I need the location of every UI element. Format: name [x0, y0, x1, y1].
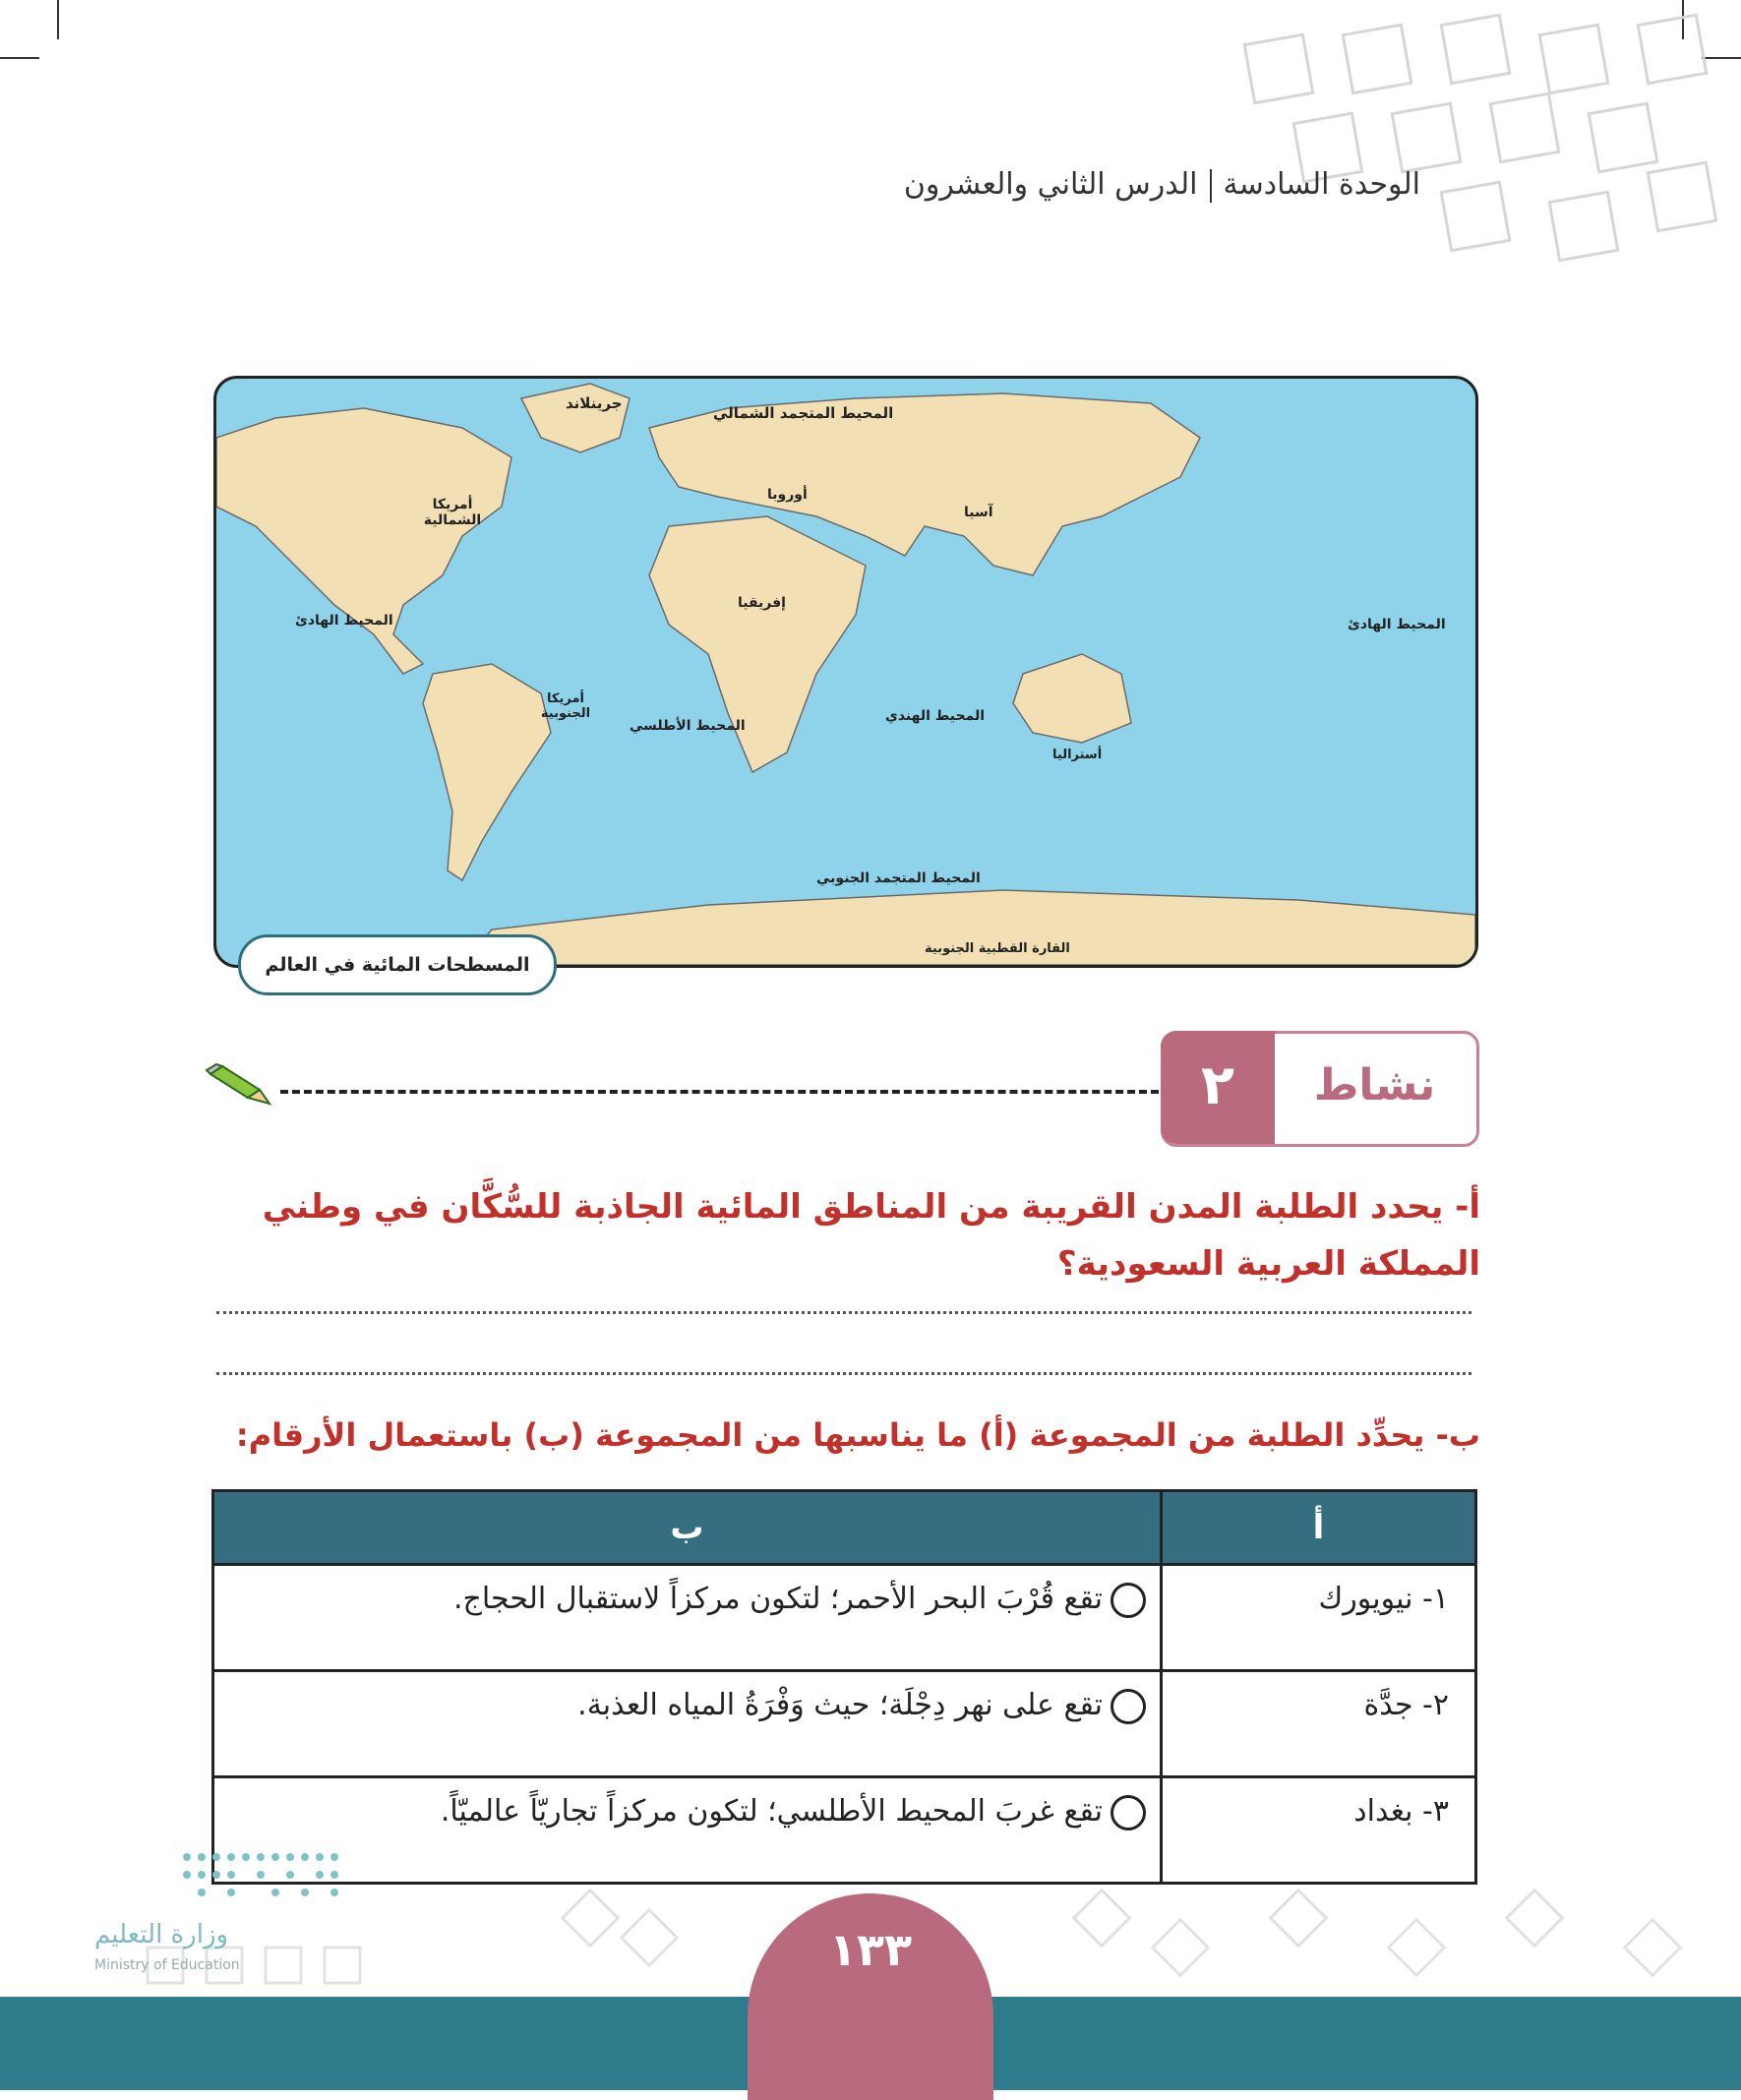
map-label-north-america: أمريكا الشمالية	[423, 497, 482, 528]
map-label-pacific-east: المحيط الهادئ	[1348, 617, 1446, 632]
north-america-shape	[216, 408, 511, 674]
header-divider	[1210, 169, 1212, 203]
answer-line[interactable]	[216, 1311, 1471, 1314]
map-label-africa: إفريقيا	[738, 595, 786, 611]
column-b-header: ب	[213, 1491, 1162, 1565]
city-cell: ٣- بغداد	[1162, 1777, 1476, 1884]
crop-mark	[0, 57, 39, 59]
map-label-southern: المحيط المتجمد الجنوبي	[816, 870, 981, 886]
question-a: أ- يحدد الطلبة المدن القريبة من المناطق المائية الجاذبة للسُّكَّان في وطني المملكة العربية السعودية؟	[262, 1187, 1480, 1284]
map-label-indian: المحيط الهندي	[885, 708, 986, 724]
south-america-shape	[423, 664, 551, 880]
description-cell	[213, 1671, 1162, 1777]
description-text: تقع على نهر دِجْلَة؛ حيث وَفْرَةُ المياه العذبة.	[577, 1688, 1103, 1722]
map-label-pacific-west: المحيط الهادئ	[295, 613, 393, 629]
crop-mark	[57, 0, 59, 39]
map-label-south-america: أمريكا الجنوبية	[540, 691, 591, 721]
pencil-icon	[205, 1062, 273, 1106]
description-cell	[213, 1565, 1162, 1671]
description-text: تقع غربَ المحيط الأطلسي؛ لتكون مركزاً تجاريّاً عالميّاً.	[440, 1794, 1103, 1829]
matching-table	[211, 1489, 1477, 1885]
australia-shape	[1013, 654, 1131, 743]
question-b: ب- يحدِّد الطلبة من المجموعة (أ) ما يناسبها من المجموعة (ب) باستعمال الأرقام:	[235, 1416, 1480, 1454]
ministry-logo-dots	[177, 1847, 344, 1906]
map-label-europe: أوروبا	[767, 487, 808, 503]
description-text: تقع قُرْبَ البحر الأحمر؛ لتكون مركزاً لاستقبال الحجاج.	[452, 1582, 1103, 1616]
table-row	[213, 1777, 1476, 1884]
map-label-antarctica: القارة القطبية الجنوبية	[925, 941, 1070, 956]
ministry-name-ar: وزارة التعليم	[94, 1920, 229, 1950]
decorative-pattern	[1190, 0, 1741, 325]
answer-circle[interactable]	[1111, 1689, 1146, 1724]
answer-circle[interactable]	[1111, 1795, 1146, 1830]
table-row	[213, 1671, 1476, 1777]
table-row	[213, 1565, 1476, 1671]
map-label-greenland: جرينلاند	[566, 394, 623, 412]
africa-shape	[649, 516, 866, 772]
map-label-australia: أستراليا	[1052, 748, 1103, 762]
map-label-atlantic: المحيط الأطلسي	[630, 718, 746, 734]
activity-label: نشاط	[1313, 1060, 1436, 1110]
city-cell: ٢- جدَّة	[1162, 1671, 1476, 1777]
map-label-arctic: المحيط المتجمد الشمالي	[713, 404, 894, 422]
unit-title: الوحدة السادسة	[1223, 167, 1420, 202]
answer-line[interactable]	[216, 1372, 1471, 1375]
description-cell	[213, 1777, 1162, 1884]
map-label-asia: آسيا	[964, 505, 993, 520]
activity-number: ٢	[1161, 1031, 1275, 1144]
page-header	[904, 167, 1420, 203]
activity-dashed-line	[280, 1090, 1159, 1094]
map-caption: المسطحات المائية في العالم	[238, 934, 557, 995]
page-number: ١٣٣	[828, 1923, 913, 1976]
table-header-row	[213, 1491, 1476, 1565]
city-cell: ١- نيويورك	[1162, 1565, 1476, 1671]
lesson-title: الدرس الثاني والعشرون	[903, 167, 1198, 202]
column-a-header: أ	[1162, 1491, 1476, 1565]
answer-circle[interactable]	[1111, 1583, 1146, 1618]
ministry-name-en: Ministry of Education	[94, 1957, 240, 1973]
world-map	[213, 376, 1478, 968]
